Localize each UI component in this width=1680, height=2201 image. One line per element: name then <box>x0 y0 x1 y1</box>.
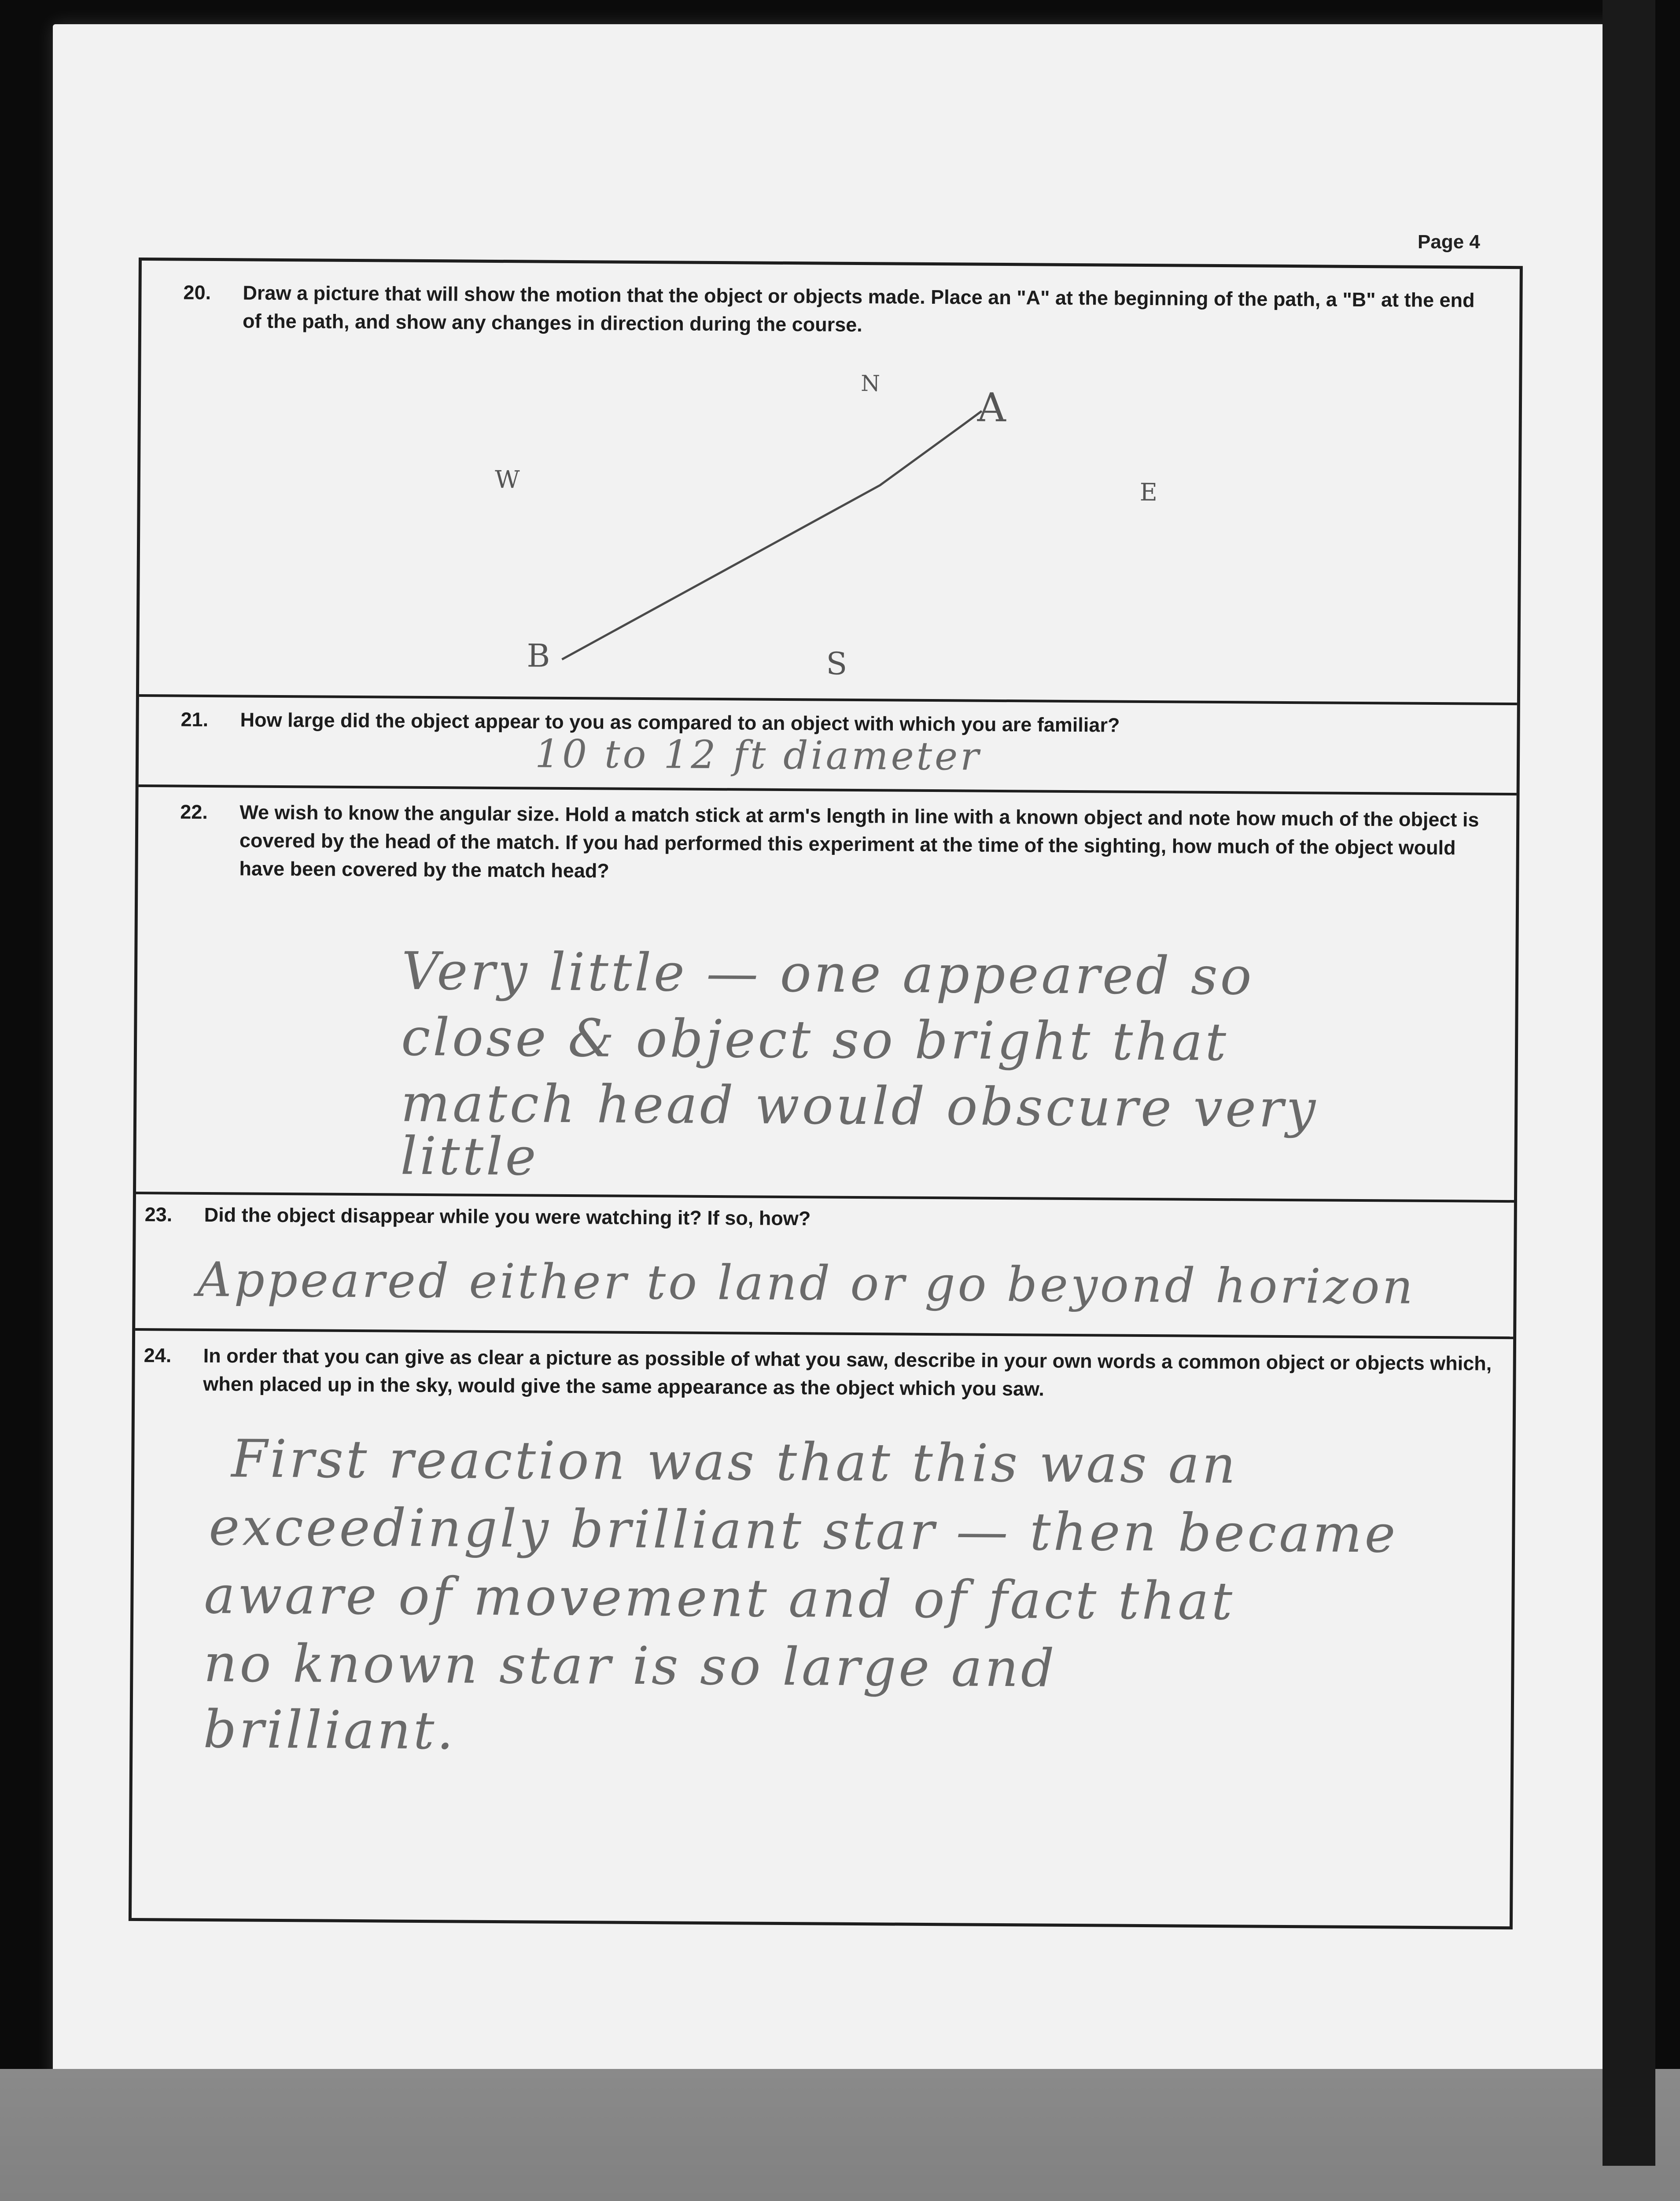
question-21-answer: 10 to 12 ft diameter <box>534 731 982 779</box>
question-22-answer-line-4: little <box>400 1125 539 1187</box>
question-22-number: 22. <box>180 800 208 823</box>
question-24-answer-line-5: brilliant. <box>203 1698 457 1761</box>
question-22-answer-line-1: Very little — one appeared so <box>401 940 1255 1007</box>
sketch-south-label: S <box>826 645 847 682</box>
motion-path-line <box>562 409 981 662</box>
question-22-answer-line-3: match head would obscure very <box>400 1072 1319 1139</box>
question-24-answer-line-4: no known star is so large and <box>203 1632 1057 1699</box>
question-24-text: In order that you can give as clear a picture as possible of what you saw, describe in your own words a common object or objects which, when placed up in the sky, would give the same appearance as the object which you saw. <box>203 1344 1492 1400</box>
questionnaire-form <box>129 258 1523 1929</box>
scan-edge <box>1603 0 1655 2166</box>
question-23-number: 23. <box>144 1203 173 1226</box>
sketch-east-label: E <box>1139 478 1158 507</box>
page-number: Page 4 <box>1418 231 1480 253</box>
question-24-answer-line-2: exceedingly brilliant star — then became <box>208 1496 1398 1564</box>
sketch-west-label: W <box>494 465 520 494</box>
sketch-start-label: A <box>977 384 1006 431</box>
scan-backing <box>0 2069 1680 2201</box>
question-22-answer-line-2: close & object so bright that <box>401 1006 1229 1073</box>
question-20 <box>139 261 1520 705</box>
question-21 <box>139 694 1517 795</box>
question-23-answer: Appeared either to land or go beyond horizon <box>197 1252 1416 1315</box>
question-23-text: Did the object disappear while you were watching it? If so, how? <box>204 1203 811 1230</box>
question-20-number: 20. <box>183 281 211 304</box>
question-24-number: 24. <box>144 1344 172 1367</box>
question-21-text: How large did the object appear to you as compared to an object with which you are familiar? <box>240 708 1120 736</box>
question-24-answer-line-3: aware of movement and of fact that <box>204 1564 1235 1632</box>
question-21-number: 21. <box>181 708 209 731</box>
question-23 <box>135 1192 1514 1339</box>
sketch-end-label: B <box>527 637 550 674</box>
question-22 <box>136 784 1517 1203</box>
question-24-answer-line-1: First reaction was that this was an <box>231 1428 1238 1495</box>
question-22-text: We wish to know the angular size. Hold a match stick at arm's length in line with a known object and note how much of the object is covered by the head of the match. If you had performed this experiment at the time of the sighting, how much of the object would have been covered by the match head? <box>239 801 1479 882</box>
sketch-north-label: N <box>861 371 881 397</box>
question-24 <box>132 1328 1513 1926</box>
question-20-text: Draw a picture that will show the motion that the object or objects made. Place an "A" at the beginning of the path, a "B" at the end of the path, and show any changes in direction during the course. <box>242 281 1475 336</box>
motion-path-sketch <box>139 261 1507 700</box>
